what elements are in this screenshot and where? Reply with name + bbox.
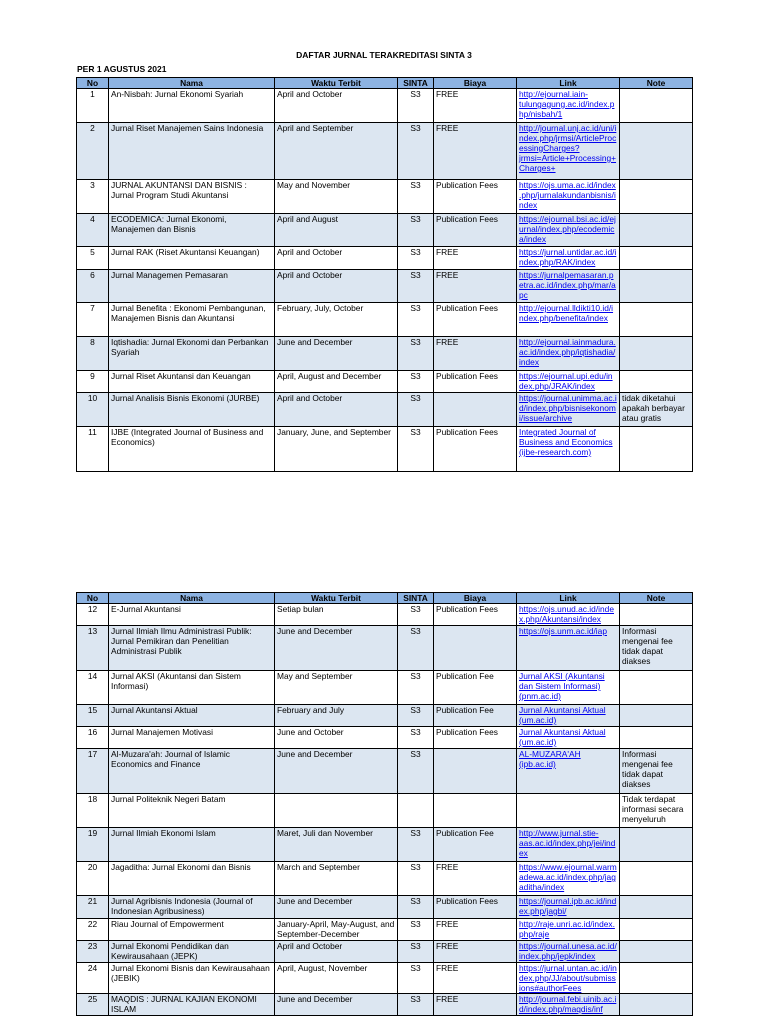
cell-nama: Riau Journal of Empowerment (109, 919, 275, 941)
cell-sinta: S3 (398, 705, 434, 727)
cell-biaya: Publication Fee (434, 671, 517, 705)
cell-note (620, 896, 693, 919)
header-biaya: Biaya (434, 78, 517, 89)
cell-waktu: May and September (275, 671, 398, 705)
table-row (77, 896, 693, 919)
cell-biaya (434, 393, 517, 427)
cell-no: 2 (77, 123, 109, 180)
cell-biaya: FREE (434, 963, 517, 994)
cell-sinta: S3 (398, 393, 434, 427)
table-row (77, 994, 693, 1016)
cell-sinta: S3 (398, 896, 434, 919)
cell-link[interactable]: https://www.ejournal.warmadewa.ac.id/index.php/jagaditha/index (517, 862, 620, 896)
cell-nama: An-Nisbah: Jurnal Ekonomi Syariah (109, 89, 275, 123)
cell-biaya: Publication Fees (434, 727, 517, 749)
table-row (77, 727, 693, 749)
cell-nama: Jurnal Ekonomi Pendidikan dan Kewirausahaan (JEPK) (109, 941, 275, 963)
cell-link[interactable]: https://journal.ipb.ac.id/index.php/jagbi/ (517, 896, 620, 919)
table-row (77, 963, 693, 994)
cell-sinta: S3 (398, 671, 434, 705)
cell-biaya: Publication Fees (434, 427, 517, 472)
cell-link[interactable]: https://ojs.unm.ac.id/iap (517, 626, 620, 671)
cell-nama: Jurnal Manajemen Motivasi (109, 727, 275, 749)
table-row (77, 941, 693, 963)
cell-sinta (398, 794, 434, 828)
cell-nama: Jurnal Ilmiah Ekonomi Islam (109, 828, 275, 862)
table-row (77, 427, 693, 472)
cell-nama: Jurnal AKSI (Akuntansi dan Sistem Informasi) (109, 671, 275, 705)
cell-note (620, 123, 693, 180)
cell-waktu: April, August, November (275, 963, 398, 994)
header-nama: Nama (109, 593, 275, 604)
cell-sinta: S3 (398, 626, 434, 671)
cell-biaya: Publication Fees (434, 180, 517, 214)
cell-biaya: FREE (434, 247, 517, 270)
cell-biaya: FREE (434, 89, 517, 123)
cell-biaya: FREE (434, 270, 517, 303)
cell-link[interactable]: http://ejournal.iain-tulungagung.ac.id/index.php/nisbah/1 (517, 89, 620, 123)
cell-note (620, 247, 693, 270)
cell-link[interactable]: https://ejournal.bsi.ac.id/ejurnal/index.php/ecodemica/index (517, 214, 620, 247)
cell-sinta: S3 (398, 180, 434, 214)
cell-biaya: FREE (434, 337, 517, 371)
header-no: No (77, 593, 109, 604)
cell-biaya: Publication Fees (434, 214, 517, 247)
document-subtitle: PER 1 AGUSTUS 2021 (77, 64, 167, 74)
cell-no: 9 (77, 371, 109, 393)
cell-link[interactable]: Jurnal Akuntansi Aktual (um.ac.id) (517, 705, 620, 727)
cell-note (620, 919, 693, 941)
cell-no: 7 (77, 303, 109, 337)
table-row (77, 671, 693, 705)
cell-sinta: S3 (398, 727, 434, 749)
header-note: Note (620, 78, 693, 89)
cell-link[interactable]: http://ejournal.iainmadura.ac.id/index.php/iqtishadia/index (517, 337, 620, 371)
cell-nama: Al-Muzara'ah: Journal of Islamic Economics and Finance (109, 749, 275, 794)
table-row (77, 393, 693, 427)
cell-link[interactable]: https://jurnal.untan.ac.id/index.php/JJ/about/submissions#authorFees (517, 963, 620, 994)
cell-biaya: FREE (434, 994, 517, 1016)
journal-table-2 (76, 592, 693, 1016)
cell-link[interactable]: http://www.jurnal.stie-aas.ac.id/index.php/jei/index (517, 828, 620, 862)
cell-sinta: S3 (398, 963, 434, 994)
cell-nama: MAQDIS : JURNAL KAJIAN EKONOMI ISLAM (109, 994, 275, 1016)
cell-waktu: January, June, and September (275, 427, 398, 472)
cell-link[interactable]: http://ejournal.lldikti10.id/index.php/benefita/index (517, 303, 620, 337)
cell-no: 11 (77, 427, 109, 472)
table-row (77, 180, 693, 214)
cell-note (620, 427, 693, 472)
cell-waktu: May and November (275, 180, 398, 214)
cell-sinta: S3 (398, 270, 434, 303)
cell-note (620, 270, 693, 303)
header-waktu-terbit: Waktu Terbit (275, 593, 398, 604)
cell-waktu: January-April, May-August, and September-December (275, 919, 398, 941)
cell-no: 8 (77, 337, 109, 371)
cell-waktu: June and December (275, 626, 398, 671)
cell-nama: Jurnal Ekonomi Bisnis dan Kewirausahaan (JEBIK) (109, 963, 275, 994)
cell-no: 21 (77, 896, 109, 919)
cell-sinta: S3 (398, 214, 434, 247)
cell-nama: Jurnal Managemen Pemasaran (109, 270, 275, 303)
cell-no: 23 (77, 941, 109, 963)
table-row (77, 828, 693, 862)
cell-waktu: June and December (275, 896, 398, 919)
cell-link[interactable]: https://journal.unesa.ac.id/index.php/jepk/index (517, 941, 620, 963)
header-nama: Nama (109, 78, 275, 89)
cell-no: 6 (77, 270, 109, 303)
cell-waktu: June and December (275, 749, 398, 794)
cell-note: Informasi mengenai fee tidak dapat diakses (620, 626, 693, 671)
cell-sinta: S3 (398, 303, 434, 337)
cell-link[interactable]: http://journal.febi.uinib.ac.id/index.php/maqdis/inf (517, 994, 620, 1016)
cell-no: 15 (77, 705, 109, 727)
cell-biaya: FREE (434, 123, 517, 180)
cell-link[interactable]: https://ojs.unud.ac.id/index.php/Akuntansi/index (517, 604, 620, 626)
cell-no: 1 (77, 89, 109, 123)
cell-nama: Jurnal Ilmiah Ilmu Administrasi Publik: Jurnal Pemikiran dan Penelitian Administrasi Publik (109, 626, 275, 671)
cell-waktu: April and August (275, 214, 398, 247)
header-biaya: Biaya (434, 593, 517, 604)
cell-waktu: April and October (275, 270, 398, 303)
header-sinta: SINTA (398, 78, 434, 89)
cell-nama: Jurnal Benefita : Ekonomi Pembangunan, Manajemen Bisnis dan Akuntansi (109, 303, 275, 337)
cell-link[interactable]: https://journal.unimma.ac.id/index.php/bisnisekonomi/issue/archive (517, 393, 620, 427)
cell-waktu: February and July (275, 705, 398, 727)
cell-sinta: S3 (398, 371, 434, 393)
cell-note (620, 604, 693, 626)
table-row (77, 626, 693, 671)
cell-biaya (434, 626, 517, 671)
cell-waktu: June and December (275, 994, 398, 1016)
cell-link[interactable]: http://journal.unj.ac.id/uni/index.php/jrmsi/ArticleProcessingCharges?jrmsi=Article+Processing+Charges+ (517, 123, 620, 180)
cell-link[interactable]: https://ojs.uma.ac.id/index.php/jurnalakundanbisnis/index (517, 180, 620, 214)
cell-nama: Jurnal Politeknik Negeri Batam (109, 794, 275, 828)
cell-note (620, 727, 693, 749)
cell-sinta: S3 (398, 941, 434, 963)
cell-biaya: Publication Fees (434, 371, 517, 393)
table-row (77, 371, 693, 393)
cell-note (620, 705, 693, 727)
cell-waktu: March and September (275, 862, 398, 896)
cell-nama: Jurnal Riset Akuntansi dan Keuangan (109, 371, 275, 393)
cell-sinta: S3 (398, 247, 434, 270)
cell-no: 12 (77, 604, 109, 626)
cell-waktu: April and October (275, 89, 398, 123)
cell-sinta: S3 (398, 89, 434, 123)
table-row (77, 862, 693, 896)
cell-no: 25 (77, 994, 109, 1016)
header-link: Link (517, 78, 620, 89)
cell-sinta: S3 (398, 427, 434, 472)
cell-no: 14 (77, 671, 109, 705)
cell-note (620, 89, 693, 123)
cell-no: 3 (77, 180, 109, 214)
document-title: DAFTAR JURNAL TERAKREDITASI SINTA 3 (296, 50, 472, 60)
header-link: Link (517, 593, 620, 604)
cell-biaya: Publication Fees (434, 896, 517, 919)
table-row (77, 749, 693, 794)
cell-sinta: S3 (398, 123, 434, 180)
cell-sinta: S3 (398, 862, 434, 896)
cell-no: 17 (77, 749, 109, 794)
cell-waktu: April and October (275, 941, 398, 963)
cell-link[interactable]: http://raje.unri.ac.id/index.php/raje (517, 919, 620, 941)
cell-note (620, 671, 693, 705)
cell-waktu: Maret, Juli dan November (275, 828, 398, 862)
cell-waktu: April and October (275, 247, 398, 270)
cell-biaya: FREE (434, 941, 517, 963)
cell-nama: Jurnal RAK (Riset Akuntansi Keuangan) (109, 247, 275, 270)
cell-link[interactable]: https://jurnal.untidar.ac.id/index.php/RAK/index (517, 247, 620, 270)
cell-no: 10 (77, 393, 109, 427)
cell-biaya (434, 749, 517, 794)
cell-nama: Jurnal Akuntansi Aktual (109, 705, 275, 727)
cell-no: 22 (77, 919, 109, 941)
cell-note (620, 214, 693, 247)
cell-note (620, 994, 693, 1016)
table-row (77, 247, 693, 270)
table-header-row (77, 593, 693, 604)
table-row (77, 705, 693, 727)
cell-note (620, 862, 693, 896)
table-row (77, 303, 693, 337)
header-note: Note (620, 593, 693, 604)
header-sinta: SINTA (398, 593, 434, 604)
header-no: No (77, 78, 109, 89)
cell-sinta: S3 (398, 604, 434, 626)
cell-no: 24 (77, 963, 109, 994)
cell-no: 18 (77, 794, 109, 828)
cell-biaya: Publication Fees (434, 303, 517, 337)
cell-note: Tidak terdapat informasi secara menyeluruh (620, 794, 693, 828)
cell-nama: Iqtishadia: Jurnal Ekonomi dan Perbankan Syariah (109, 337, 275, 371)
table-header-row (77, 78, 693, 89)
cell-note (620, 337, 693, 371)
cell-note: Informasi mengenai fee tidak dapat diakses (620, 749, 693, 794)
cell-note (620, 963, 693, 994)
cell-biaya: Publication Fee (434, 705, 517, 727)
cell-waktu: June and December (275, 337, 398, 371)
cell-sinta: S3 (398, 994, 434, 1016)
cell-link[interactable]: Jurnal AKSI (Akuntansi dan Sistem Informasi) (pnm.ac.id) (517, 671, 620, 705)
cell-nama: Jurnal Riset Manajemen Sains Indonesia (109, 123, 275, 180)
cell-nama: E-Jurnal Akuntansi (109, 604, 275, 626)
cell-biaya: Publication Fee (434, 828, 517, 862)
cell-note (620, 941, 693, 963)
cell-nama: Jagaditha: Jurnal Ekonomi dan Bisnis (109, 862, 275, 896)
cell-link[interactable] (517, 794, 620, 828)
cell-waktu: Setiap bulan (275, 604, 398, 626)
cell-waktu: June and October (275, 727, 398, 749)
cell-waktu: April and October (275, 393, 398, 427)
cell-link[interactable]: Jurnal Akuntansi Aktual (um.ac.id) (517, 727, 620, 749)
table-row (77, 919, 693, 941)
cell-nama: IJBE (Integrated Journal of Business and Economics) (109, 427, 275, 472)
cell-nama: Jurnal Agribisnis Indonesia (Journal of Indonesian Agribusiness) (109, 896, 275, 919)
cell-note (620, 828, 693, 862)
cell-biaya: FREE (434, 862, 517, 896)
cell-biaya: FREE (434, 919, 517, 941)
cell-link[interactable]: https://ejournal.upi.edu/index.php/JRAK/index (517, 371, 620, 393)
cell-no: 13 (77, 626, 109, 671)
cell-no: 20 (77, 862, 109, 896)
cell-no: 19 (77, 828, 109, 862)
cell-note (620, 371, 693, 393)
cell-note (620, 180, 693, 214)
header-waktu-terbit: Waktu Terbit (275, 78, 398, 89)
cell-no: 16 (77, 727, 109, 749)
cell-note (620, 303, 693, 337)
cell-waktu: April and September (275, 123, 398, 180)
cell-waktu: April, August and December (275, 371, 398, 393)
cell-no: 4 (77, 214, 109, 247)
cell-link[interactable]: https://jurnalpemasaran.petra.ac.id/index.php/mar/apc (517, 270, 620, 303)
cell-sinta: S3 (398, 828, 434, 862)
table-row (77, 337, 693, 371)
cell-link[interactable]: Integrated Journal of Business and Economics (ijbe-research.com) (517, 427, 620, 472)
cell-nama: JURNAL AKUNTANSI DAN BISNIS : Jurnal Program Studi Akuntansi (109, 180, 275, 214)
table-row (77, 604, 693, 626)
cell-link[interactable]: AL-MUZARA'AH (ipb.ac.id) (517, 749, 620, 794)
cell-biaya (434, 794, 517, 828)
cell-sinta: S3 (398, 749, 434, 794)
cell-waktu: February, July, October (275, 303, 398, 337)
cell-nama: ECODEMICA: Jurnal Ekonomi, Manajemen dan Bisnis (109, 214, 275, 247)
cell-waktu (275, 794, 398, 828)
cell-nama: Jurnal Analisis Bisnis Ekonomi (JURBE) (109, 393, 275, 427)
cell-biaya: Publication Fees (434, 604, 517, 626)
table-row (77, 214, 693, 247)
journal-table-1 (76, 77, 693, 472)
cell-sinta: S3 (398, 337, 434, 371)
table-row (77, 794, 693, 828)
table-row (77, 123, 693, 180)
cell-no: 5 (77, 247, 109, 270)
table-row (77, 270, 693, 303)
table-row (77, 89, 693, 123)
cell-sinta: S3 (398, 919, 434, 941)
cell-note: tidak diketahui apakah berbayar atau gratis (620, 393, 693, 427)
